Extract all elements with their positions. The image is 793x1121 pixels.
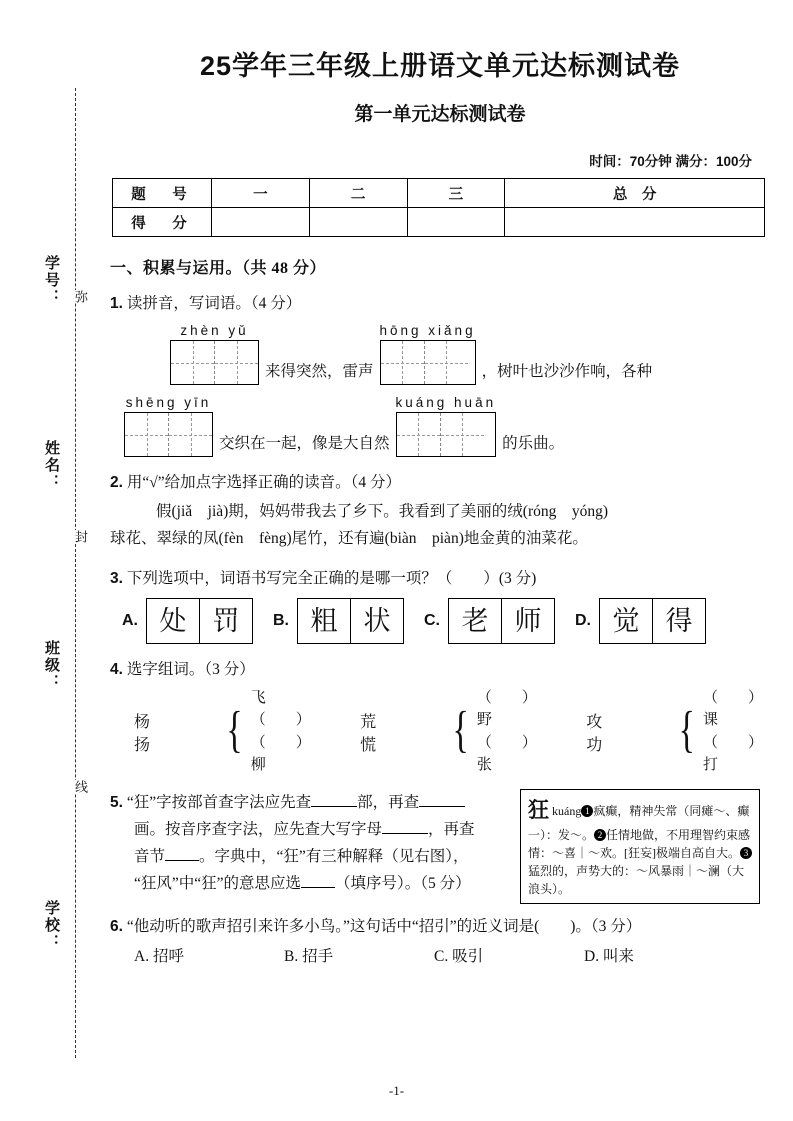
option-c-box[interactable] [448,598,555,644]
question-2-line-1: 假(jiǎ jià)期，妈妈带我去了乡下。我看到了美丽的绒(róng yóng) [156,503,609,521]
question-2 [110,469,770,496]
question-2-line-2: 球花、翠绿的凤(fèn fèng)尾竹，还有遍(biàn piàn)地金黄的油菜花。 [110,530,588,548]
question-6-options [134,944,770,966]
q5-line1-b: 部，再查 [357,793,420,811]
tianzige-box[interactable] [124,412,213,457]
question-5-number: 5. [110,793,123,811]
tianzige-cell[interactable] [171,341,215,384]
question-4-number: 4. [110,660,123,678]
page-title: 25学年三年级上册语文单元达标测试卷 [199,51,681,81]
question-3 [110,565,770,592]
dict-headword: 狂 [528,797,549,822]
table-row [113,208,765,237]
q5-line3-a: 音节 [134,848,166,865]
q1-tianzi-group-2[interactable] [380,323,476,385]
dict-number-3: 3 [740,847,752,859]
q1-tianzi-group-4[interactable] [396,395,497,457]
q4-group-1-bottom[interactable]: （ ）柳 [250,734,311,774]
side-label-xingming: 姓名： [43,440,59,491]
score-table [112,178,765,237]
tianzige-cell[interactable] [169,413,212,456]
time-score-info: 时间：70分钟 满分：100分 [589,154,752,169]
score-table-header-cell: 题 号 [113,179,212,208]
option-a-char-2: 罚 [212,605,240,636]
question-6-number: 6. [110,918,123,936]
score-table-header-cell: 二 [309,179,407,208]
q4-group-3-bottom[interactable]: （ ）打 [702,734,763,774]
question-5 [110,789,770,898]
option-label-c: C. [424,611,440,629]
score-table-header-cell: 三 [407,179,505,208]
dict-pinyin: kuáng [552,803,582,818]
table-row [113,179,765,208]
section-heading-1: 一、积累与运用。（共 48 分） [110,260,327,277]
q4-group-2-chars: 荒 慌 [360,713,421,754]
dictionary-entry-box [520,789,760,905]
option-a-char-1: 处 [147,599,200,643]
q1-text-1: 来得突然，雷声 [265,363,374,381]
q1-text-3: 交织在一起，像是大自然 [219,435,390,453]
option-a-box[interactable] [146,598,253,644]
q4-group-2-blanks[interactable] [477,687,544,777]
tianzige-cell[interactable] [381,341,425,384]
q5-line2-b: ，再查 [428,820,475,838]
q5-blank-3[interactable] [382,833,428,834]
q1-text-2: ，树叶也沙沙作响，各种 [481,363,653,381]
q1-row-2 [124,395,770,457]
page-number: -1- [388,1083,405,1098]
page-subtitle: 第一单元达标测试卷 [354,104,526,125]
q5-line1-a: “狂”字按部首查字法应先查 [126,793,312,811]
score-cell[interactable] [212,208,310,237]
tianzige-box[interactable] [380,340,476,385]
question-1 [110,290,770,317]
question-3-options [122,598,770,644]
q5-blank-4[interactable] [165,860,199,861]
dict-def-2: 任情地做，不用理智约束感情：～喜｜～欢。[狂妄]极端自高自大。 [528,828,751,861]
q6-option-a[interactable]: A. 招呼 [134,948,184,966]
q5-line3-b: 。字典中，“狂”有三种解释（见右图）， [199,848,469,865]
side-mark-xian: 线 [60,780,90,793]
option-d-box[interactable] [599,598,706,644]
question-4-groups [134,687,770,777]
score-table-label-cell: 得 分 [113,208,212,237]
tianzige-cell[interactable] [441,413,484,456]
q1-tianzi-group-3[interactable] [124,395,213,457]
brace-icon: { [452,702,469,759]
question-1-text: 读拼音，写词语。（4 分） [126,295,302,312]
q5-blank-1[interactable] [311,806,357,807]
q4-group-2-bottom[interactable]: （ ）张 [476,734,537,774]
side-label-xuehao: 学号： [43,255,59,306]
q4-group-3-chars: 攻 功 [586,713,647,754]
tianzige-cell[interactable] [425,341,468,384]
score-cell[interactable] [309,208,407,237]
q1-tianzi-group-1[interactable] [170,323,259,385]
side-mark-mi: 弥 [60,290,90,303]
tianzige-box[interactable] [396,412,497,457]
q5-blank-5[interactable] [301,887,335,888]
q6-option-d[interactable]: D. 叫来 [584,948,634,966]
score-cell[interactable] [407,208,505,237]
question-3-text: 下列选项中，词语书写完全正确的是哪一项？（ ）(3 分) [126,569,537,587]
question-6-text: “他动听的歌声招引来许多小鸟。”这句话中“招引”的近义词是( )。（3 分） [126,918,642,936]
side-label-xuexiao: 学校： [43,900,59,951]
option-label-b: B. [273,611,289,629]
option-d-char-1: 觉 [600,599,653,643]
q5-blank-2[interactable] [419,806,465,807]
q4-group-2-top[interactable]: （ ）野 [476,689,537,729]
q1-pinyin-3: shēng yīn [125,395,212,411]
option-b-char-2: 状 [363,605,391,636]
q1-pinyin-2: hōng xiǎng [379,323,476,339]
q5-line4-b: （填序号）。（5 分） [335,875,471,893]
brace-icon: { [678,702,695,759]
question-2-number: 2. [110,474,123,492]
question-4-text: 选字组词。（3 分） [126,660,255,678]
option-b-box[interactable] [297,598,404,644]
option-c-char-1: 老 [449,599,502,643]
score-cell[interactable] [505,208,765,237]
side-label-banji: 班级： [43,640,59,691]
question-4 [110,656,770,683]
q6-option-b[interactable]: B. 招手 [284,948,334,966]
q1-pinyin-4: kuáng huān [395,395,497,411]
q1-text-4: 的乐曲。 [502,435,565,453]
q4-group-1-blanks[interactable] [251,687,318,777]
side-mark-feng: 封 [60,530,90,543]
q5-line4-a: “狂风”中“狂”的意思应选 [134,875,302,893]
dict-def-3: 猛烈的，声势大的：～风暴雨｜～澜（大浪头）。 [528,864,745,897]
q1-row-1 [170,323,770,385]
dict-number-2: 2 [594,829,606,841]
tianzige-cell[interactable] [215,341,258,384]
q4-group-3-top[interactable]: （ ）课 [702,689,763,729]
option-c-char-2: 师 [514,605,542,636]
q1-pinyin-1: zhèn yǔ [180,323,249,339]
q6-option-c[interactable]: C. 吸引 [434,948,484,966]
dict-number-1: 1 [581,805,593,817]
tianzige-box[interactable] [170,340,259,385]
seal-dashed-line [75,88,76,1058]
brace-icon: { [226,702,243,759]
q4-group-1-top[interactable]: 飞（ ） [250,689,311,729]
tianzige-cell[interactable] [397,413,441,456]
exam-content [110,30,770,966]
option-label-d: D. [575,611,591,629]
question-3-number: 3. [110,569,123,587]
option-b-char-1: 粗 [298,599,351,643]
question-2-text: 用“√”给加点字选择正确的读音。（4 分） [126,474,401,492]
q5-line2-a: 画。按音序查字法，应先查大写字母 [134,820,383,838]
score-table-header-cell: 一 [212,179,310,208]
score-table-header-cell: 总 分 [505,179,765,208]
q4-group-3-blanks[interactable] [703,687,770,777]
question-6 [110,913,770,940]
dict-def-1: 疯癫，精神失常（同瘫～、癫一）：发～。 [528,803,750,843]
option-label-a: A. [122,611,138,629]
q4-group-1-chars: 杨 扬 [134,713,195,754]
option-d-char-2: 得 [665,605,693,636]
tianzige-cell[interactable] [125,413,169,456]
question-1-number: 1. [110,295,123,312]
